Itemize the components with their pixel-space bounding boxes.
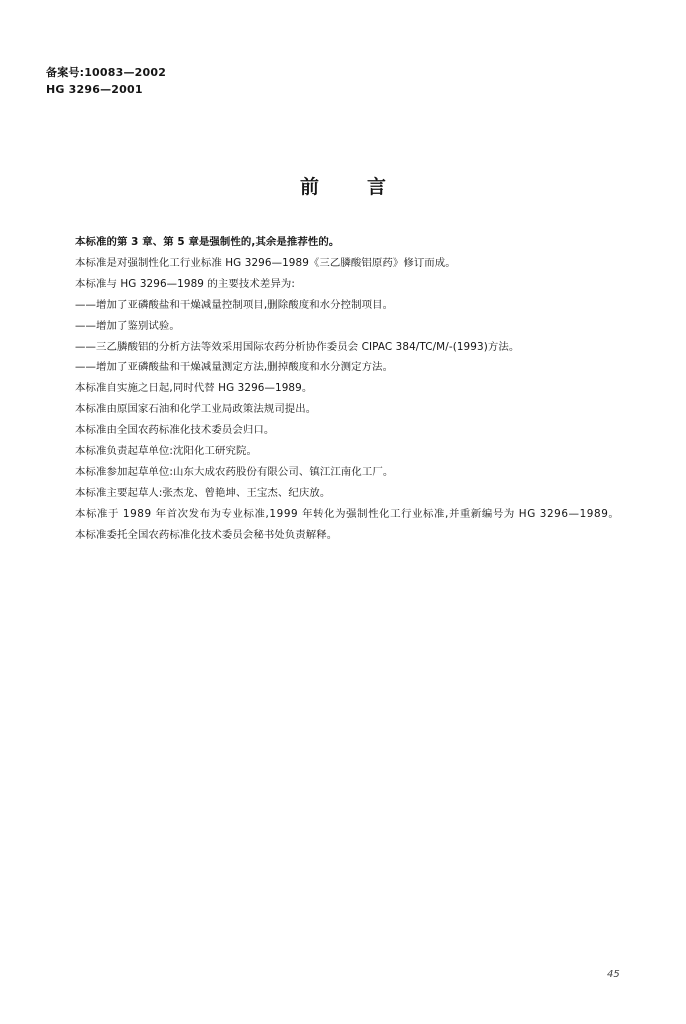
section-title-foreword: 前言 — [299, 176, 434, 198]
paragraph-mandatory-clauses: 本标准的第 3 章、第 5 章是强制性的,其余是推荐性的。 — [75, 236, 340, 248]
page-number: 45 — [607, 969, 620, 980]
list-item-difference: ——增加了亚磷酸盐和干燥减量测定方法,删掉酸度和水分测定方法。 — [75, 361, 394, 374]
paragraph-drafting-unit: 本标准负责起草单位:沈阳化工研究院。 — [75, 445, 257, 458]
paragraph-revision-basis: 本标准是对强制性化工行业标准 HG 3296—1989《三乙膦酸铝原药》修订而成。 — [75, 256, 456, 269]
list-item-difference: ——增加了鉴别试验。 — [75, 319, 180, 332]
paragraph-proposer: 本标准由原国家石油和化学工业局政策法规司提出。 — [75, 403, 317, 416]
foreword-body — [46, 232, 638, 546]
paragraph-centralized-unit: 本标准由全国农药标准化技术委员会归口。 — [75, 424, 275, 437]
paragraph-differences-intro: 本标准与 HG 3296—1989 的主要技术差异为: — [75, 277, 295, 290]
paragraph-participating-units: 本标准参加起草单位:山东大成农药股份有限公司、镇江江南化工厂。 — [75, 465, 394, 478]
standard-code: HG 3296—2001 — [46, 83, 143, 96]
record-number: 备案号:10083—2002 — [46, 66, 167, 79]
list-item-difference: ——三乙膦酸铝的分析方法等效采用国际农药分析协作委员会 CIPAC 384/TC/M/-(1993)方法。 — [75, 340, 520, 353]
document-header — [46, 64, 166, 98]
paragraph-interpretation: 本标准委托全国农药标准化技术委员会秘书处负责解释。 — [75, 528, 338, 541]
paragraph-history: 本标准于 1989 年首次发布为专业标准,1999 年转化为强制性化工行业标准,并重新编号为 HG 3296—1989。 — [75, 507, 620, 520]
paragraph-replacement: 本标准自实施之日起,同时代替 HG 3296—1989。 — [75, 382, 313, 395]
list-item-difference: ——增加了亚磷酸盐和干燥减量控制项目,删除酸度和水分控制项目。 — [75, 298, 394, 311]
paragraph-drafters: 本标准主要起草人:张杰龙、曾艳坤、王宝杰、纪庆放。 — [75, 486, 331, 499]
